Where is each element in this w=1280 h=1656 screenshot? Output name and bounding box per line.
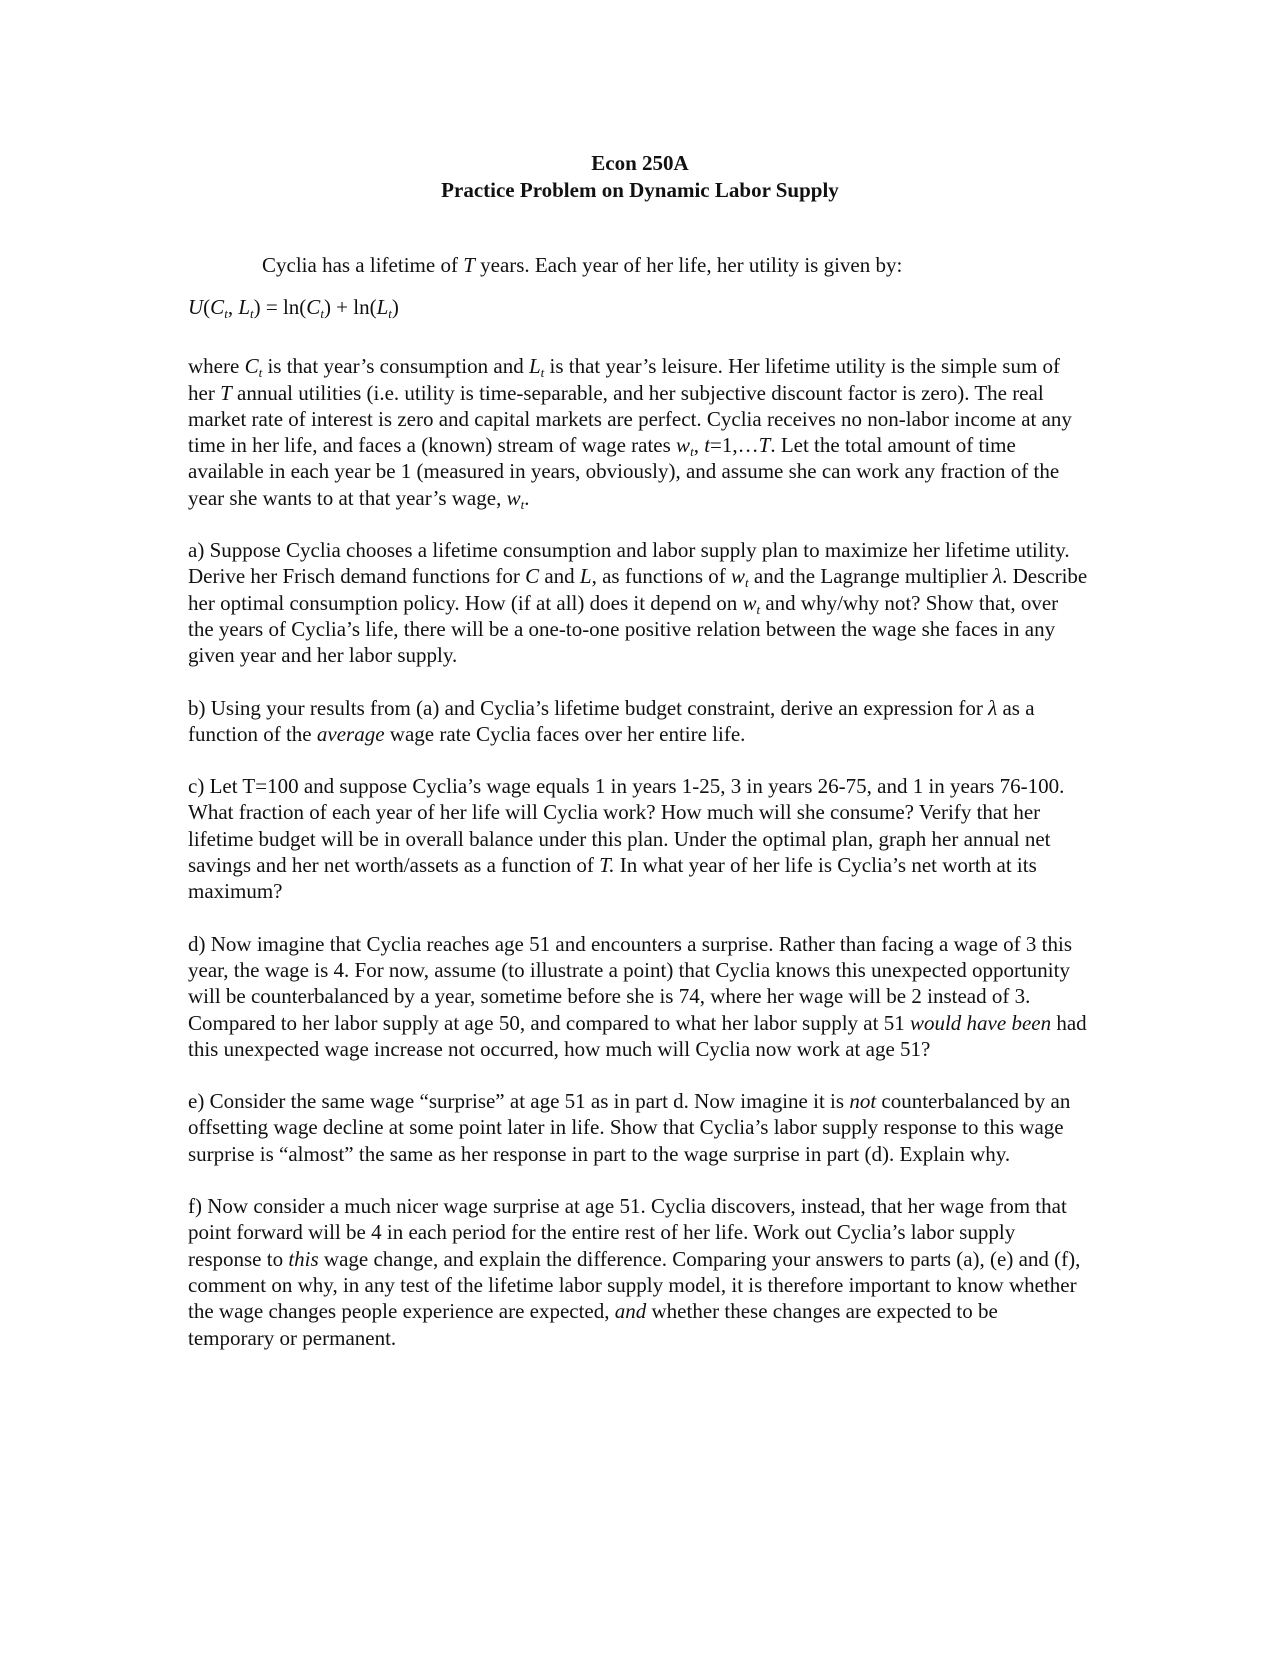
part-a-paragraph: a) Suppose Cyclia chooses a lifetime consumption and labor supply plan to maximize her lifetime utility. Derive her Frisch demand functions for C and L, as functions of $w_t$ and the Lagrange multiplier λ. Describe her optimal consumption policy. How (if at all) does it depend on $w_t$ and why/why not? Show that, over the years of Cyclia’s life, there will be a one-to-one positive relation between the wage she faces in any given year and her labor supply. [188,538,1088,668]
setup-paragraph: where $C_t$ is that year’s consumption and $L_t$ is that year’s leisure. Her lifetime utility is the simple sum of her T annual utilities (i.e. utility is time-separable, and her subjective discount factor is zero). The real market rate of interest is zero and capital markets are perfect. Cyclia receives no non-labor income at any time in her life, and faces a (known) stream of wage rates $w_t$, t=1,…T. Let the total amount of time available in each year be 1 (measured in years, obviously), and assume she can work any fraction of the year she wants to at that year’s wage, $w_t$. [188,354,1072,512]
document-title: Practice Problem on Dynamic Labor Supply [441,178,839,202]
course-title: Econ 250A [591,151,689,175]
intro-paragraph: Cyclia has a lifetime of T years. Each year of her life, her utility is given by: [262,253,903,277]
document-body [188,252,1088,1351]
part-b-paragraph: b) Using your results from (a) and Cyclia’s lifetime budget constraint, derive an expression for λ as a function of the average wage rate Cyclia faces over her entire life. [188,695,1035,746]
part-d-paragraph: d) Now imagine that Cyclia reaches age 51 and encounters a surprise. Rather than facing a wage of 3 this year, the wage is 4. For now, assume (to illustrate a point) that Cyclia knows this unexpected opportunity will be counterbalanced by a year, sometime before she is 74, where her wage will be 2 instead of 3. Compared to her labor supply at age 50, and compared to what her labor supply at 51 would have been had this unexpected wage increase not occurred, how much will Cyclia now work at age 51? [188,931,1087,1061]
utility-equation: $U(C_t$, $L_t) = \ln(C_t) + \ln(L_t)$ [188,295,399,322]
part-e-paragraph: e) Consider the same wage “surprise” at age 51 as in part d. Now imagine it is not counterbalanced by an offsetting wage decline at some point later in life. Show that Cyclia’s labor supply response to this wage surprise is “almost” the same as her response in part to the wage surprise in part (d). Explain why. [188,1089,1071,1166]
part-c-paragraph: c) Let T=100 and suppose Cyclia’s wage equals 1 in years 1-25, 3 in years 26-75, and 1 in years 76-100. What fraction of each year of her life will Cyclia work? How much will she consume? Verify that her lifetime budget will be in overall balance under this plan. Under the optimal plan, graph her annual net savings and her net worth/assets as a function of T. In what year of her life is Cyclia’s net worth at its maximum? [188,774,1065,904]
part-f-paragraph: f) Now consider a much nicer wage surprise at age 51. Cyclia discovers, instead, that her wage from that point forward will be 4 in each period for the entire rest of her life. Work out Cyclia’s labor supply response to this wage change, and explain the difference. Comparing your answers to parts (a), (e) and (f), comment on why, in any test of the lifetime labor supply model, it is therefore important to know whether the wage changes people experience are expected, and whether these changes are expected to be temporary or permanent. [188,1194,1081,1350]
title-block [0,150,1280,204]
